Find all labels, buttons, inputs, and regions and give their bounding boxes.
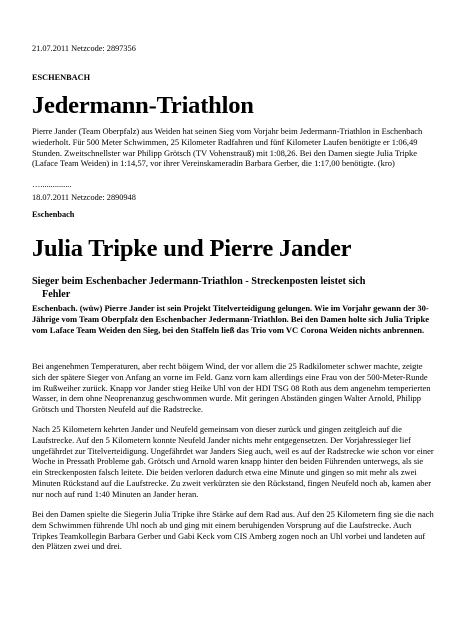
article2-lead: Eschenbach. (wüw) Pierre Jander ist sein Projekt Titelverteidigung gelungen. Wie im Vorjahr gewann der 30-Jährige vom Team Oberpfalz den Eschenbacher Jedermann-Triathlon. Bei den Damen holte sich Julia Tripke vom Laface Team Weiden den Sieg, bei den Staffeln ließ das Trio vom VC Corona Weiden nichts anbrennen.	[32, 303, 429, 335]
article1-separator: …...............	[32, 180, 72, 189]
article2-title: Julia Tripke und Pierre Jander	[32, 235, 352, 262]
article1-body: Pierre Jander (Team Oberpfalz) aus Weiden hat seinen Sieg vom Vorjahr beim Jedermann-Triathlon in Eschenbach wiederholt. Für 500 Meter Schwimmen, 25 Kilometer Radfahren und fünf Kilometer Laufen benötigte er 1:06,49 Stunden. Zweitschnellster war Philipp Grötsch (TV Vohenstrauß) mit 1:08,26. Bei den Damen siegte Julia Tripke (Laface Team Weiden) in 1:14,57, vor ihrer Vereinskameradin Barbara Gerber, die 1:17,00 benötigte. (kro)	[32, 126, 423, 169]
article2-paragraph: Nach 25 Kilometern kehrten Jander und Neufeld gemeinsam von dieser zurück und gingen zeitgleich auf die Laufstrecke. Auf den 5 Kilometern konnte Neufeld Jander nichts mehr entgegensetzen. Der Vorjahressieger lief ungefährdet zur Titelverteidigung. Ungefährdet war Janders Sieg auch, weil es auf der Radstrecke wie schon vor einer Woche in Pressath Probleme gab. Grötsch und Arnold waren knapp hinter den beiden Führenden unterwegs, als sie ein Streckenposten falsch leitete. Die beiden verloren dadurch etwa eine Minute und gingen so mit mehr als zwei Minuten Rückstand auf die Laufstrecke. Zu zweit verkürzten sie den Rückstand, fingen Neufeld noch ab, kamen aber nur noch auf rund 1:40 Minuten an Jander heran.	[32, 424, 434, 499]
article1-title: Jedermann-Triathlon	[32, 92, 254, 119]
article2-paragraph: Bei angenehmen Temperaturen, aber recht böigem Wind, der vor allem die 25 Radkilometer schwer machte, zeigte sich der spätere Sieger von Anfang an vorne im Feld. Ganz vorn kam allerdings eine Frau von der 500-Meter-Runde im Rußweiher zurück. Knapp vor Jander stieg Heike Uhl von der HDI TSG 08 Roth aus dem angenehm temperierten Wasser, in dem ohne Neoprenanzug geschwommen wurde. Mit geringen Abständen gingen Walter Arnold, Philipp Grötsch und Thorsten Neufeld auf die Radstrecke.	[32, 361, 431, 415]
article2-subtitle	[32, 275, 434, 301]
article2-meta: 18.07.2011 Netzcode: 2890948	[32, 193, 136, 202]
article2-section: Eschenbach	[32, 210, 75, 219]
article2-subtitle-line2: Fehler	[42, 289, 71, 300]
article2-paragraph: Bei den Damen spielte die Siegerin Julia Tripke ihre Stärke auf dem Rad aus. Auf den 25 Kilometern fing sie die nach dem Schwimmen führende Uhl noch ab und ging mit einem beruhigenden Vorsprung auf die Laufstrecke. Auch Tripkes Teamkollegin Barbara Gerber und Gabi Keck vom CIS Amberg zogen noch an Uhl vorbei und landeten auf den Plätzen zwei und drei.	[32, 509, 434, 552]
article2-subtitle-line1: Sieger beim Eschenbacher Jedermann-Triathlon - Streckenposten leistet sich	[32, 276, 366, 287]
article1-section: ESCHENBACH	[32, 73, 91, 82]
article1-meta: 21.07.2011 Netzcode: 2897356	[32, 44, 136, 53]
